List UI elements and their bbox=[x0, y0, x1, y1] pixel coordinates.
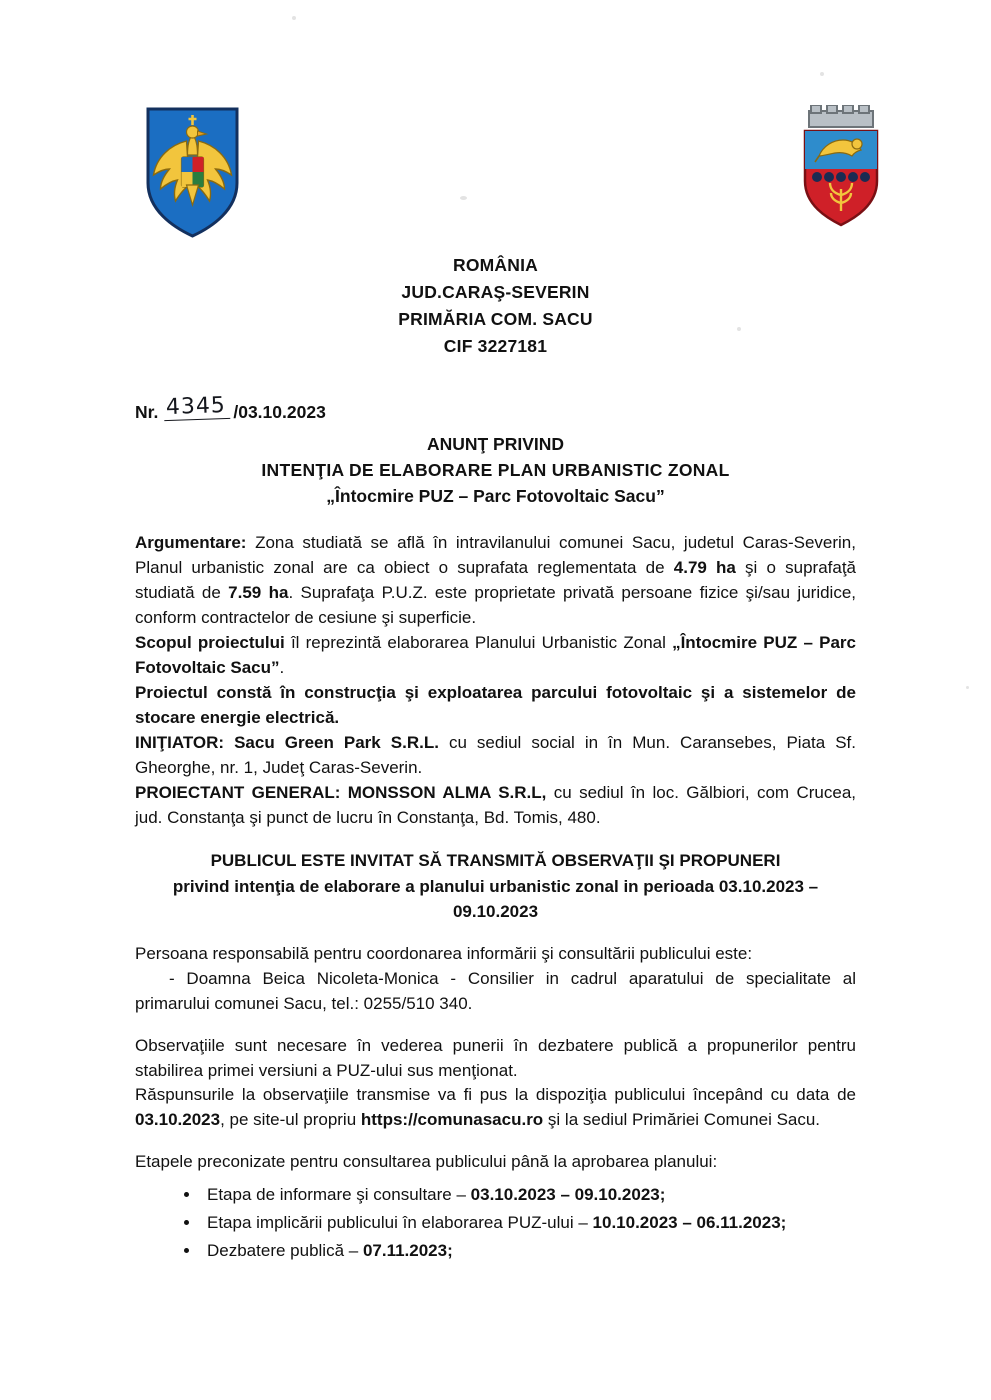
website-link[interactable]: https://comunasacu.ro bbox=[360, 1110, 544, 1130]
registration-date: /03.10.2023 bbox=[233, 401, 326, 422]
observations-para-2 bbox=[135, 1083, 856, 1133]
observations-text-b: , pe site-ul propriu bbox=[220, 1110, 361, 1130]
argumentare-label: Argumentare: bbox=[135, 533, 247, 553]
argumentare-area-2: 7.59 ha bbox=[228, 583, 289, 603]
country-name: ROMÂNIA bbox=[452, 255, 538, 275]
scop-end: . bbox=[279, 658, 285, 678]
observations-text-c: şi la sediul Primăriei Comunei Sacu. bbox=[543, 1110, 821, 1130]
registration-line bbox=[135, 392, 856, 423]
observations-start-date: 03.10.2023 bbox=[135, 1110, 221, 1130]
observations-text-a: Răspunsurile la observaţiile transmise va fi pus la dispoziţia publicului începând cu data de bbox=[135, 1085, 856, 1105]
scop-project-title: „Întocmire PUZ – Parc Fotovoltaic Sacu” bbox=[135, 633, 856, 678]
list-item bbox=[201, 1181, 856, 1209]
county-name: JUD.CARAŞ-SEVERIN bbox=[401, 282, 590, 303]
proiect-text: Proiectul constă în construcţia şi exploatarea parcului fotovoltaic şi a sistemelor de stocare energie electrică. bbox=[135, 683, 856, 728]
argumentare-text-3: . Suprafaţa P.U.Z. este proprietate privată persoane fizice şi/sau juridice, conform contractelor de cesiune şi superficie. bbox=[135, 583, 857, 628]
contact-intro: Persoana responsabilă pentru coordonarea informării şi consultării publicului este: bbox=[135, 943, 753, 963]
observations-para-1: Observaţiile sunt necesare în vederea punerii în dezbatere publică a propunerilor pentru stabilirea primei versiuni a PUZ-ului sus menţionat. bbox=[135, 1035, 856, 1080]
title-line-3: „Întocmire PUZ – Parc Fotovoltaic Sacu” bbox=[326, 486, 665, 506]
institution-header bbox=[135, 252, 856, 361]
stages-intro: Etapele preconizate pentru consultarea publicului până la aprobarea planului: bbox=[135, 1152, 718, 1172]
stage-dates: 07.11.2023; bbox=[362, 1240, 453, 1260]
proiectant-label: PROIECTANT GENERAL: MONSSON ALMA S.R.L, bbox=[135, 783, 547, 803]
scop-label: Scopul proiectului bbox=[135, 633, 285, 653]
initiator-label: INIŢIATOR: Sacu Green Park S.R.L. bbox=[135, 733, 439, 753]
paragraph-argumentare bbox=[135, 531, 856, 631]
scop-text: îl reprezintă elaborarea Planului Urbanistic Zonal bbox=[284, 633, 673, 653]
sacu-commune-coat-of-arms-icon bbox=[795, 105, 887, 235]
registration-label: Nr. bbox=[135, 401, 159, 422]
fiscal-code: CIF 3227181 bbox=[443, 336, 548, 357]
stages-list bbox=[135, 1181, 856, 1264]
title-line-1: ANUNŢ PRIVIND bbox=[426, 433, 565, 454]
stage-label: Etapa implicării publicului în elaborarea PUZ-ului – bbox=[207, 1212, 593, 1232]
contact-person: - Doamna Beica Nicoleta-Monica - Consilier in cadrul aparatului de specialitate al primarului comunei Sacu, tel.: 0255/510 340. bbox=[135, 968, 856, 1013]
paragraph-proiect bbox=[135, 681, 856, 731]
scan-speck bbox=[966, 686, 969, 689]
announcement-title bbox=[135, 431, 856, 510]
argumentare-text-2: şi o suprafaţă studiată de bbox=[135, 558, 857, 603]
stage-label: Etapa de informare şi consultare – bbox=[207, 1185, 471, 1205]
list-item bbox=[201, 1209, 856, 1237]
initiator-text: cu sediul social in în Mun. Caransebes, Piata Sf. Gheorghe, nr. 1, Judeţ Caras-Severin. bbox=[135, 733, 857, 778]
proiectant-text: cu sediul în loc. Gălbiori, com Crucea, jud. Constanţa şi punct de lucru în Constanţa, Bd. Tomis, 480. bbox=[135, 783, 856, 828]
invitation-line-2: privind intenţia de elaborare a planului urbanistic zonal in perioada 03.10.2023 – 09.10.2023 bbox=[172, 876, 819, 922]
romania-coat-of-arms-icon bbox=[140, 105, 245, 245]
invitation-block bbox=[135, 848, 856, 925]
scan-speck bbox=[737, 327, 741, 331]
crest-row bbox=[135, 0, 856, 200]
registration-number-handwritten: 4345 bbox=[164, 394, 231, 420]
argumentare-area-1: 4.79 ha bbox=[673, 558, 736, 578]
argumentare-text-1: Zona studiată se află în intravilanului comunei Sacu, judetul Caras-Severin, Planul urbanistic zonal are ca obiect o suprafata reglementata de bbox=[135, 533, 856, 578]
invitation-line-1: PUBLICUL ESTE INVITAT SĂ TRANSMITĂ OBSERVAŢII ŞI PROPUNERI bbox=[210, 851, 781, 871]
paragraph-scop bbox=[135, 631, 856, 681]
paragraph-initiator bbox=[135, 731, 856, 781]
stage-dates: 03.10.2023 – 09.10.2023; bbox=[470, 1185, 666, 1205]
stage-label: Dezbatere publică – bbox=[207, 1240, 363, 1260]
stage-dates: 10.10.2023 – 06.11.2023; bbox=[592, 1212, 787, 1232]
document-body bbox=[135, 531, 856, 1264]
list-item bbox=[201, 1237, 856, 1265]
city-hall-name: PRIMĂRIA COM. SACU bbox=[398, 309, 593, 330]
paragraph-proiectant bbox=[135, 781, 856, 831]
title-line-2: INTENŢIA DE ELABORARE PLAN URBANISTIC ZONAL bbox=[261, 459, 730, 480]
